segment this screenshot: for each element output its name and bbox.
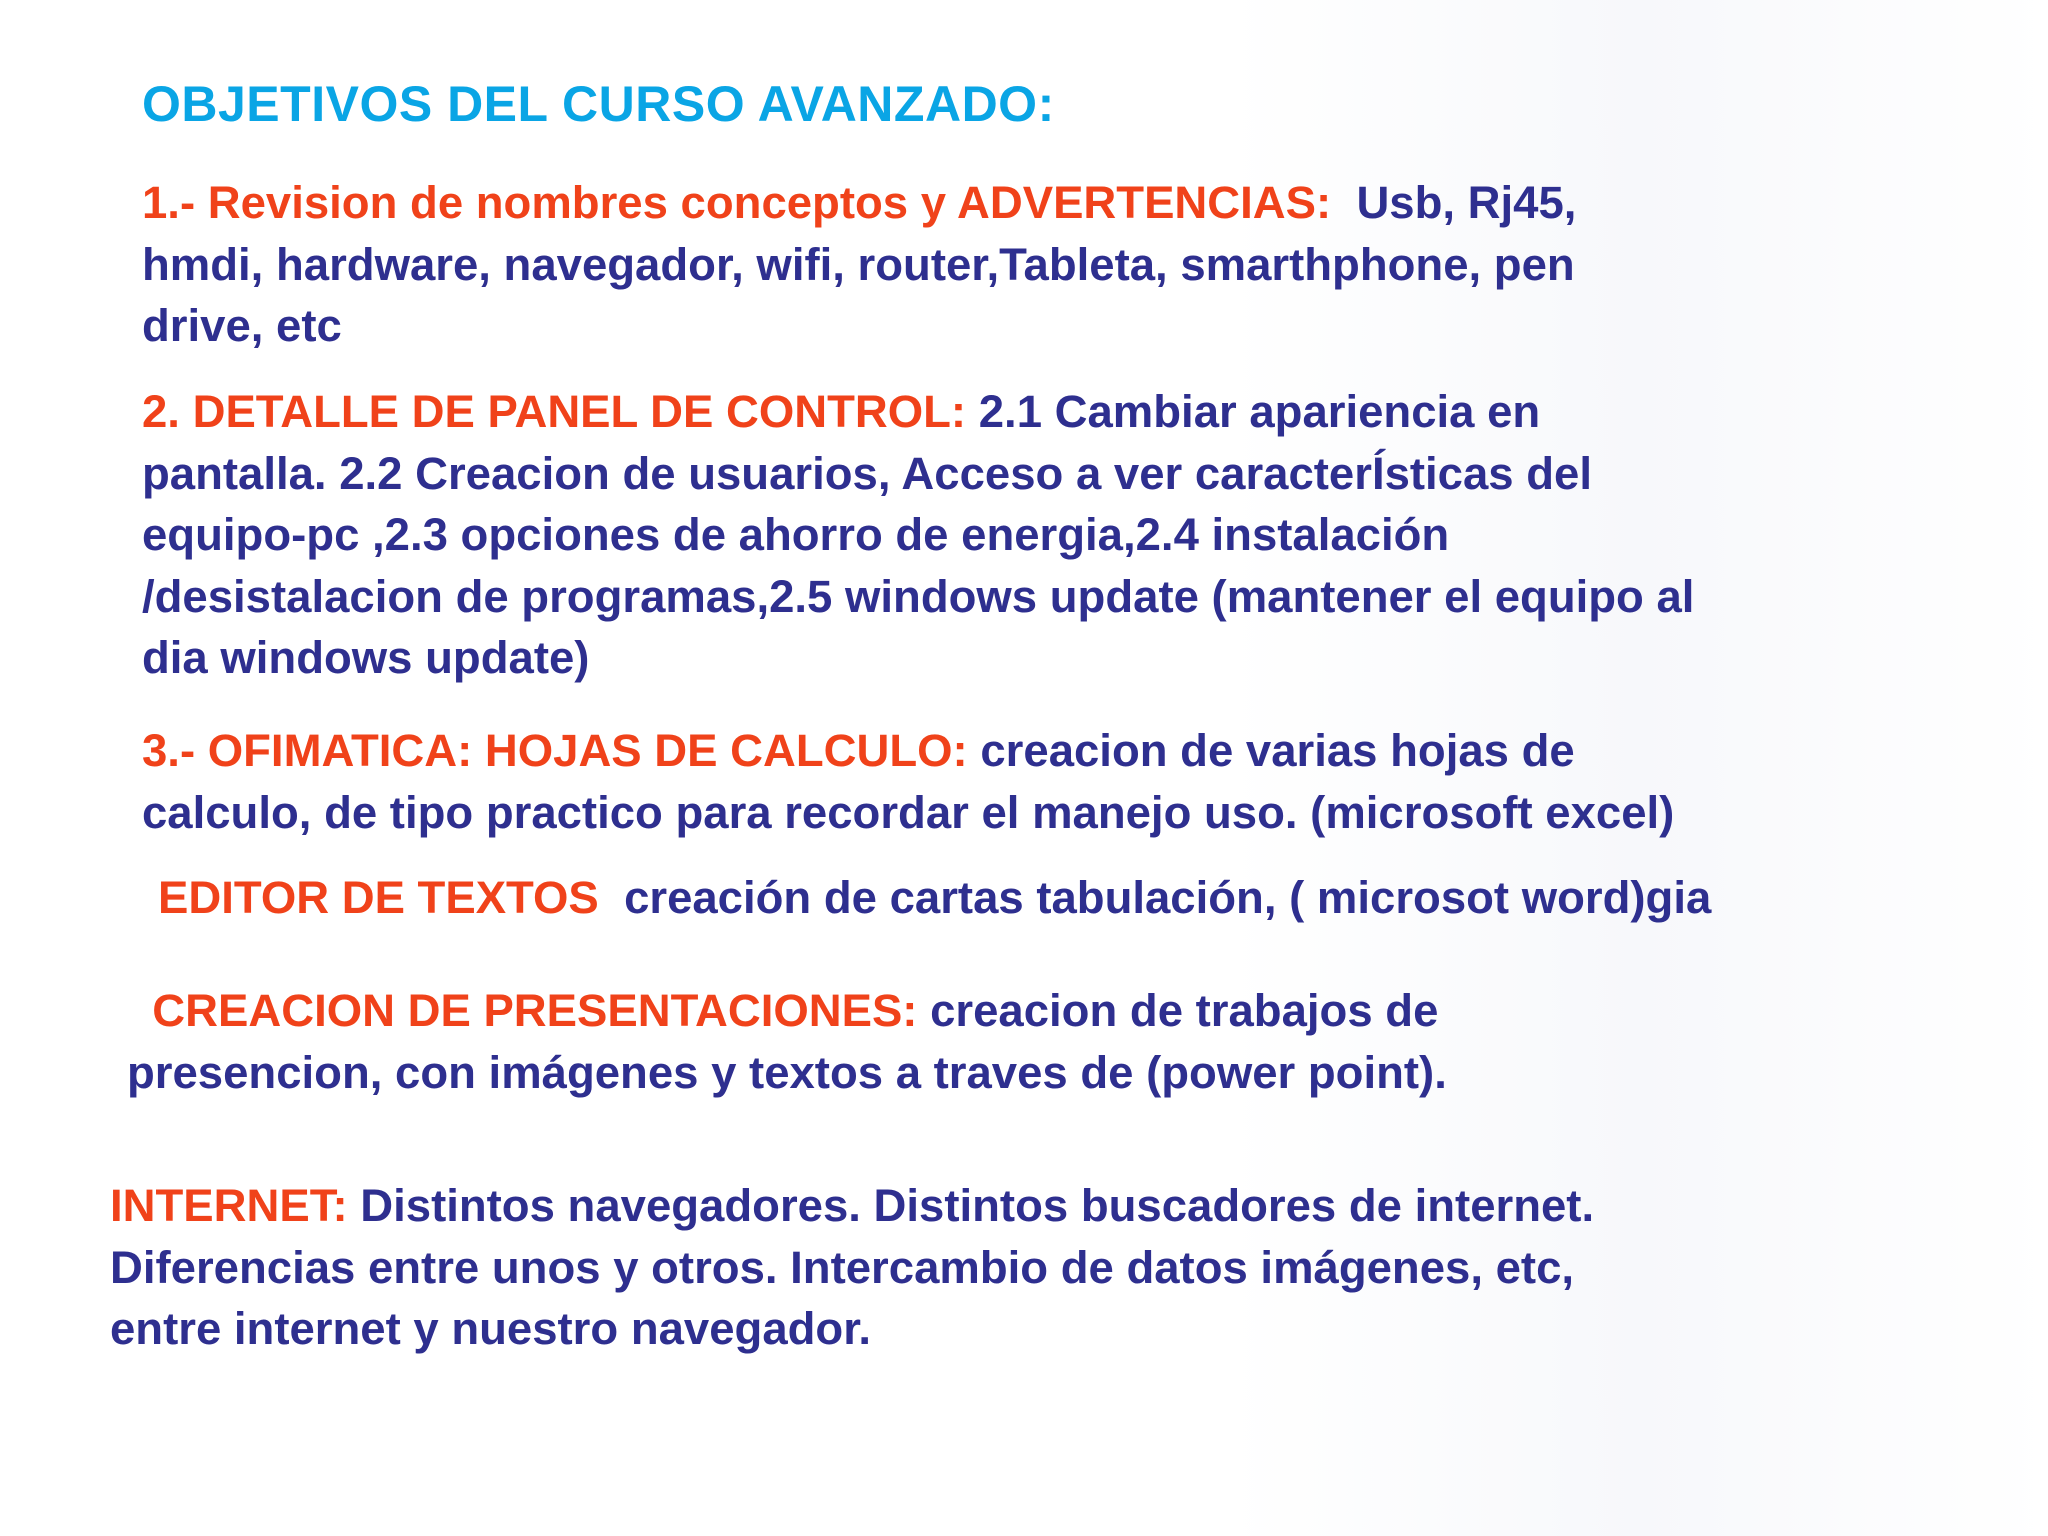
- paragraph-line: [142, 381, 1694, 443]
- objective-text: Distintos navegadores. Distintos buscadores de internet.: [360, 1180, 1595, 1231]
- objective-text: hmdi, hardware, navegador, wifi, router,Tableta, smarthphone, pen: [142, 238, 1575, 290]
- objective-usb-concepts: [142, 172, 1576, 357]
- objective-text: 2.1 Cambiar apariencia en: [978, 386, 1541, 437]
- paragraph-line: [158, 867, 1711, 929]
- objective-heading: EDITOR DE TEXTOS: [158, 872, 599, 923]
- paragraph-line: [142, 172, 1576, 234]
- objective-heading: INTERNET:: [110, 1180, 348, 1231]
- objective-text: Diferencias entre unos y otros. Intercambio de datos imágenes, etc,: [110, 1241, 1575, 1293]
- objective-presentations: [127, 980, 1447, 1103]
- objective-text: drive, etc: [142, 300, 342, 351]
- objective-internet: [110, 1175, 1594, 1360]
- objective-text: dia windows update): [142, 632, 590, 683]
- objective-heading: CREACION DE PRESENTACIONES:: [152, 985, 918, 1036]
- slide-title: OBJETIVOS DEL CURSO AVANZADO:: [142, 76, 1055, 132]
- objective-text-editor: [158, 867, 1711, 929]
- objective-control-panel: [142, 381, 1694, 689]
- objective-text: creacion de trabajos de: [930, 985, 1439, 1036]
- objective-spreadsheets: [142, 720, 1674, 843]
- objective-text: pantalla. 2.2 Creacion de usuarios, Acceso a ver caracterÍsticas del: [142, 447, 1592, 499]
- objective-text: /desistalacion de programas,2.5 windows update (mantener el equipo al: [142, 570, 1695, 622]
- objective-heading: 1.- Revision de nombres conceptos y ADVERTENCIAS:: [142, 177, 1332, 228]
- objective-text: presencion, con imágenes y textos a traves de (power point).: [127, 1046, 1447, 1098]
- objective-heading: 2. DETALLE DE PANEL DE CONTROL:: [142, 386, 967, 437]
- paragraph-line: [127, 980, 1447, 1042]
- objective-text: calculo, de tipo practico para recordar el manejo uso. (microsoft excel): [142, 786, 1675, 838]
- objective-text: Usb, Rj45,: [1356, 177, 1577, 228]
- paragraph-line: [110, 1175, 1594, 1237]
- objective-text: entre internet y nuestro navegador.: [110, 1303, 872, 1354]
- objective-heading: 3.- OFIMATICA: HOJAS DE CALCULO:: [142, 725, 968, 776]
- objective-text: creación de cartas tabulación, ( microsot word)gia: [624, 872, 1712, 923]
- objective-text: creacion de varias hojas de: [980, 725, 1575, 776]
- paragraph-line: [142, 720, 1674, 782]
- objective-text: equipo-pc ,2.3 opciones de ahorro de energia,2.4 instalación: [142, 509, 1450, 560]
